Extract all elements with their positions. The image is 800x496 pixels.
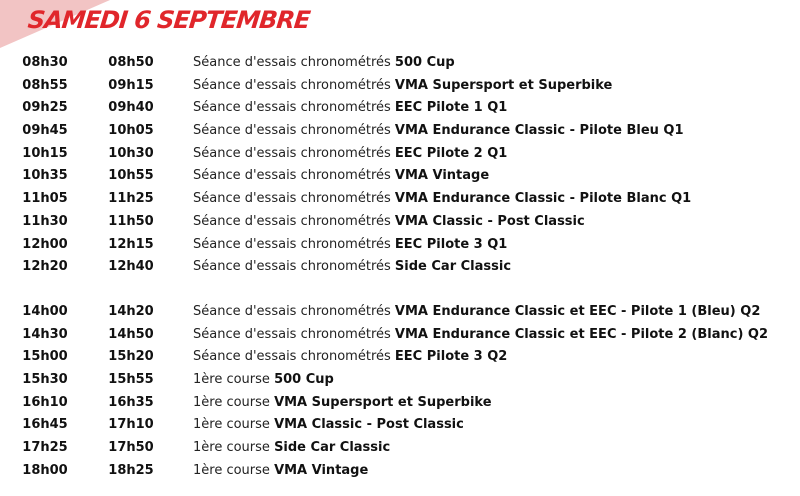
session-description <box>193 188 800 211</box>
schedule-row <box>0 437 800 460</box>
session-type: 1ère course <box>193 371 270 387</box>
session-type: Séance d'essais chronométrés <box>193 55 391 70</box>
session-type: Séance d'essais chronométrés <box>193 145 391 161</box>
end-time: 09h15 <box>108 77 154 93</box>
session-description <box>193 369 800 392</box>
page-title: SAMEDI 6 SEPTEMBRE <box>26 6 311 34</box>
event-name: EEC Pilote 2 Q1 <box>394 145 508 161</box>
start-time: 09h45 <box>22 123 68 139</box>
event-name: 500 Cup <box>274 371 334 387</box>
start-time: 12h20 <box>22 259 68 275</box>
end-time: 12h40 <box>108 259 154 275</box>
end-time: 16h35 <box>108 394 154 410</box>
start-time: 11h05 <box>22 191 68 207</box>
schedule-row <box>0 234 800 257</box>
schedule-row <box>0 75 800 98</box>
start-time: 12h00 <box>22 236 68 252</box>
event-name: VMA Vintage <box>394 168 490 184</box>
start-time: 16h10 <box>22 394 68 410</box>
event-name: EEC Pilote 3 Q2 <box>394 349 508 365</box>
event-name: VMA Supersport et Superbike <box>394 77 613 93</box>
end-time: 11h50 <box>108 213 154 229</box>
start-time: 10h35 <box>22 168 68 184</box>
session-type: 1ère course <box>193 462 270 478</box>
end-time: 17h10 <box>108 417 154 433</box>
session-type: Séance d'essais chronométrés <box>193 236 391 252</box>
start-time: 08h55 <box>22 77 68 93</box>
end-time: 15h20 <box>108 349 154 365</box>
end-time: 18h25 <box>108 462 154 478</box>
start-time: 18h00 <box>22 462 68 478</box>
event-name: VMA Classic - Post Classic <box>274 417 464 433</box>
session-type: Séance d'essais chronométrés <box>193 77 391 93</box>
session-description <box>193 324 800 347</box>
schedule-row <box>0 256 800 279</box>
schedule-row <box>0 392 800 415</box>
schedule-row <box>0 143 800 166</box>
start-time: 14h30 <box>22 326 68 342</box>
event-name: VMA Endurance Classic - Pilote Blanc Q1 <box>394 191 692 207</box>
session-type: 1ère course <box>193 394 270 410</box>
schedule-row <box>0 414 800 437</box>
session-description <box>193 165 800 188</box>
end-time: 10h05 <box>108 123 154 139</box>
session-type: Séance d'essais chronométrés <box>193 100 391 116</box>
event-name: VMA Vintage <box>274 462 369 478</box>
session-description <box>193 52 800 75</box>
start-time: 10h15 <box>22 145 68 161</box>
session-description <box>193 460 800 483</box>
end-time: 11h25 <box>108 191 154 207</box>
session-type: Séance d'essais chronométrés <box>193 213 391 229</box>
session-description <box>193 120 800 143</box>
schedule-row <box>0 369 800 392</box>
schedule-list <box>0 52 800 482</box>
session-type: Séance d'essais chronométrés <box>193 349 391 365</box>
schedule-row <box>0 460 800 483</box>
session-description <box>193 392 800 415</box>
event-name: EEC Pilote 1 Q1 <box>394 100 508 116</box>
session-description <box>193 211 800 234</box>
end-time: 14h20 <box>108 303 154 319</box>
session-description <box>193 437 800 460</box>
end-time: 10h55 <box>108 168 154 184</box>
event-name: VMA Supersport et Superbike <box>274 394 492 410</box>
schedule-row <box>0 188 800 211</box>
schedule-row <box>0 52 800 75</box>
session-type: Séance d'essais chronométrés <box>193 326 391 342</box>
schedule-row <box>0 120 800 143</box>
schedule-row <box>0 301 800 324</box>
end-time: 12h15 <box>108 236 154 252</box>
session-description <box>193 346 800 369</box>
start-time: 16h45 <box>22 417 68 433</box>
start-time: 08h30 <box>22 55 68 70</box>
schedule-row <box>0 324 800 347</box>
session-type: Séance d'essais chronométrés <box>193 303 391 319</box>
start-time: 11h30 <box>22 213 68 229</box>
event-name: VMA Endurance Classic et EEC - Pilote 1 (Bleu) Q2 <box>394 303 761 319</box>
end-time: 14h50 <box>108 326 154 342</box>
end-time: 08h50 <box>108 55 154 70</box>
event-name: VMA Classic - Post Classic <box>394 213 585 229</box>
event-name: Side Car Classic <box>394 259 512 275</box>
event-name: VMA Endurance Classic - Pilote Bleu Q1 <box>394 123 684 139</box>
event-name: VMA Endurance Classic et EEC - Pilote 2 (Blanc) Q2 <box>394 326 769 342</box>
start-time: 15h30 <box>22 371 68 387</box>
session-type: 1ère course <box>193 440 270 455</box>
event-name: 500 Cup <box>394 55 455 70</box>
session-description <box>193 234 800 257</box>
end-time: 15h55 <box>108 371 154 387</box>
session-description <box>193 97 800 120</box>
session-type: Séance d'essais chronométrés <box>193 191 391 207</box>
start-time: 15h00 <box>22 349 68 365</box>
session-type: Séance d'essais chronométrés <box>193 168 391 184</box>
end-time: 17h50 <box>108 440 154 455</box>
schedule-row <box>0 211 800 234</box>
event-name: Side Car Classic <box>274 440 391 455</box>
schedule-row <box>0 97 800 120</box>
session-type: Séance d'essais chronométrés <box>193 259 391 275</box>
end-time: 10h30 <box>108 145 154 161</box>
schedule-row <box>0 165 800 188</box>
session-description <box>193 414 800 437</box>
session-description <box>193 301 800 324</box>
session-description <box>193 256 800 279</box>
start-time: 09h25 <box>22 100 68 116</box>
session-description <box>193 75 800 98</box>
start-time: 17h25 <box>22 440 68 455</box>
session-type: 1ère course <box>193 417 270 433</box>
schedule-row <box>0 346 800 369</box>
event-name: EEC Pilote 3 Q1 <box>394 236 508 252</box>
end-time: 09h40 <box>108 100 154 116</box>
session-type: Séance d'essais chronométrés <box>193 123 391 139</box>
session-description <box>193 143 800 166</box>
start-time: 14h00 <box>22 303 68 319</box>
